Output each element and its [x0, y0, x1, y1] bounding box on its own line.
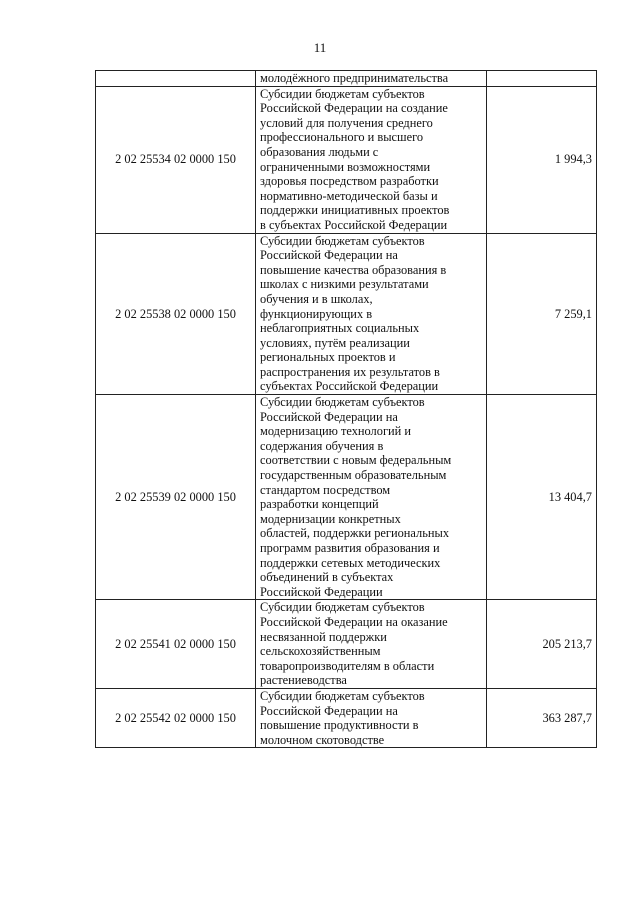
budget-code: [96, 71, 256, 87]
description-line: профессионального и высшего: [260, 130, 424, 145]
table-row: [96, 71, 597, 87]
description-line: модернизации конкретных: [260, 511, 401, 526]
description-line: молодёжного предпринимательства: [260, 71, 449, 85]
description-line: государственным образовательным: [260, 468, 447, 483]
table-row: [96, 395, 597, 600]
description-line: Российской Федерации на создание: [260, 101, 448, 116]
description-line: Субсидии бюджетам субъектов: [260, 86, 425, 101]
description-line: неблагоприятных социальных: [260, 321, 420, 336]
description: [256, 395, 487, 600]
description-line: соответствии с новым федеральным: [260, 453, 452, 468]
description-line: ограниченными возможностями: [260, 159, 431, 174]
description-line: субъектах Российской Федерации: [260, 379, 439, 394]
description-line: Российской Федерации на оказание: [260, 614, 448, 629]
description-line: условий для получения среднего: [260, 115, 433, 130]
description-line: в субъектах Российской Федерации: [260, 217, 448, 232]
description-line: Субсидии бюджетам субъектов: [260, 395, 425, 410]
description-line: Российской Федерации: [260, 584, 383, 599]
description-line: молочном скотоводстве: [260, 732, 385, 747]
description-line: обучения и в школах,: [260, 291, 373, 306]
description-line: распространения их результатов в: [260, 364, 440, 379]
description-line: содержания обучения в: [260, 438, 384, 453]
description-line: растениеводства: [260, 673, 347, 688]
description-line: областей, поддержки региональных: [260, 526, 450, 541]
description-line: Российской Федерации на: [260, 409, 398, 424]
description: [256, 688, 487, 747]
amount: 7 259,1: [487, 233, 597, 395]
description-line: Субсидии бюджетам субъектов: [260, 233, 425, 248]
description-line: Российской Федерации на: [260, 703, 398, 718]
description-line: разработки концепций: [260, 497, 379, 512]
description-line: повышение продуктивности в: [260, 718, 419, 733]
amount: [487, 71, 597, 87]
budget-code: 2 02 25542 02 0000 150: [96, 688, 256, 747]
description-line: Российской Федерации на: [260, 248, 398, 263]
description-line: объединений в субъектах: [260, 570, 394, 585]
description-line: региональных проектов и: [260, 350, 396, 365]
budget-code: 2 02 25538 02 0000 150: [96, 233, 256, 395]
description: [256, 86, 487, 233]
table-row: [96, 233, 597, 395]
page-number: 11: [313, 40, 327, 55]
description-line: образования людьми с: [260, 144, 379, 159]
table-row: [96, 86, 597, 233]
description: [256, 71, 487, 87]
amount: 13 404,7: [487, 395, 597, 600]
description-line: поддержки инициативных проектов: [260, 203, 450, 218]
description-line: Субсидии бюджетам субъектов: [260, 600, 425, 615]
description-line: Субсидии бюджетам субъектов: [260, 688, 425, 703]
amount: 1 994,3: [487, 86, 597, 233]
budget-table: [95, 70, 597, 748]
description-line: условиях, путём реализации: [260, 335, 410, 350]
budget-code: 2 02 25534 02 0000 150: [96, 86, 256, 233]
table-row: [96, 600, 597, 689]
description-line: товаропроизводителям в области: [260, 658, 435, 673]
description-line: стандартом посредством: [260, 482, 391, 497]
description-line: функционирующих в: [260, 306, 373, 321]
budget-code: 2 02 25541 02 0000 150: [96, 600, 256, 689]
amount: 363 287,7: [487, 688, 597, 747]
description: [256, 233, 487, 395]
description-line: нормативно-методической базы и: [260, 188, 438, 203]
description-line: школах с низкими результатами: [260, 277, 429, 292]
amount: 205 213,7: [487, 600, 597, 689]
description: [256, 600, 487, 689]
description-line: сельскохозяйственным: [260, 644, 381, 659]
description-line: поддержки сетевых методических: [260, 555, 441, 570]
description-line: модернизацию технологий и: [260, 424, 412, 439]
description-line: программ развития образования и: [260, 541, 440, 555]
table-row: [96, 688, 597, 747]
description-line: здоровья посредством разработки: [260, 174, 439, 189]
description-line: несвязанной поддержки: [260, 629, 387, 644]
description-line: повышение качества образования в: [260, 262, 447, 277]
budget-code: 2 02 25539 02 0000 150: [96, 395, 256, 600]
